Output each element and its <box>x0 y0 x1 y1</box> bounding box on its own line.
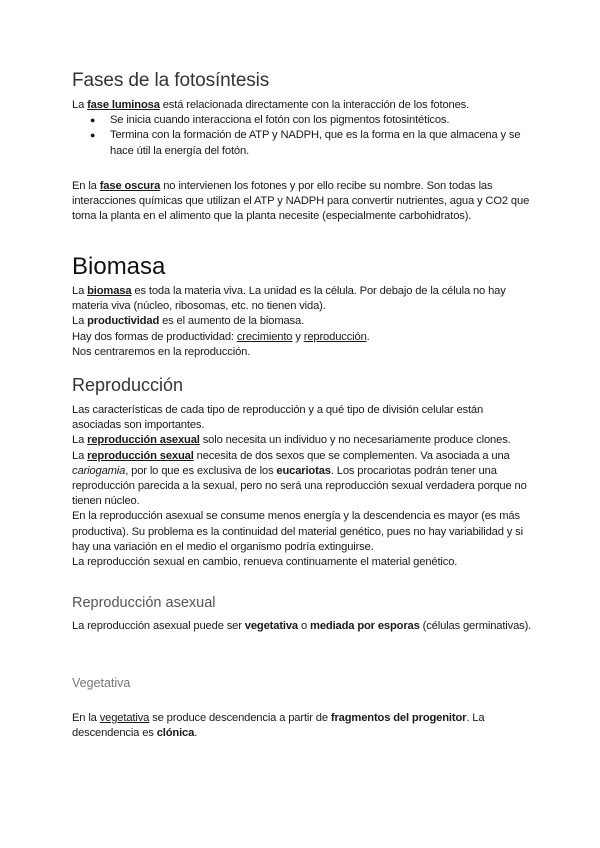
bullet-list <box>72 113 532 159</box>
heading-biomasa: Biomasa <box>72 253 166 280</box>
text: . <box>194 727 198 740</box>
paragraph-repro-sexual <box>72 449 532 510</box>
text: La <box>72 99 88 111</box>
text: . La descendencia es <box>72 712 485 740</box>
asexual-section <box>72 619 532 634</box>
term-eucariotas: eucariotas <box>276 464 331 477</box>
term-mediada-por-esporas: mediada por esporas <box>310 620 420 632</box>
paragraph-biomasa <box>72 284 532 314</box>
biomasa-section <box>72 284 532 360</box>
term-fragmentos-progenitor: fragmentos del progenitor <box>330 712 467 724</box>
paragraph-repro-asexual <box>72 433 532 448</box>
paragraph-sexual-renueva: La reproducción sexual en cambio, renueva continuamente el material genético. <box>72 556 458 569</box>
text: y <box>292 330 304 343</box>
term-vegetativa: vegetativa <box>244 620 299 632</box>
text: En la <box>72 712 100 724</box>
bullet-item: ● Termina con la formación de ATP y NADPH, que es la forma en la que almacena y se hace útil la energía del fotón. <box>110 128 532 158</box>
text: solo necesita un individuo y no necesariamente produce clones. <box>199 434 511 447</box>
text: . Los procariotas podrán tener una reproducción parecida a la sexual, pero no será una reproducción sexual verdadera porque no tienen núcleo. <box>72 464 527 508</box>
paragraph-caracteristicas: Las características de cada tipo de reproducción y a qué tipo de división celular están asociadas son importantes. <box>72 404 484 432</box>
paragraph-tipos-asexual <box>72 619 532 634</box>
bullet-item: ● Se inicia cuando interacciona el fotón con los pigmentos fotosintéticos. <box>110 113 532 128</box>
text: La reproducción asexual puede ser <box>72 620 245 632</box>
heading-reproduccion: Reproducción <box>72 375 184 395</box>
term-fase-oscura: fase oscura <box>99 179 161 192</box>
term-clonica: clónica <box>156 727 195 740</box>
text: o <box>298 620 311 632</box>
text: no intervienen los fotones y por ello recibe su nombre. Son todas las interacciones químicas que utilizan el ATP y NADPH para convertir nutrientes, agua y CO2 que toma la planta en el alimento que la planta necesite (especialmente carbohidratos). <box>72 179 530 223</box>
link-reproduccion[interactable]: reproducción <box>303 330 367 343</box>
paragraph-formas-productividad <box>72 330 532 345</box>
text: necesita de dos sexos que se complementen. Va asociada a una <box>193 449 510 462</box>
link-vegetativa[interactable]: vegetativa <box>99 712 150 724</box>
vegetativa-section <box>72 711 532 741</box>
text: La <box>72 285 88 297</box>
term-fase-luminosa: fase luminosa <box>87 99 160 111</box>
paragraph-fase-oscura <box>72 179 532 225</box>
reproduccion-section <box>72 403 532 570</box>
paragraph-productividad <box>72 314 532 329</box>
text: La <box>72 449 88 462</box>
term-productividad: productividad <box>87 315 160 328</box>
text: se produce descendencia a partir de <box>149 712 331 724</box>
term-reproduccion-sexual: reproducción sexual <box>87 449 194 462</box>
paragraph-centraremos: Nos centraremos en la reproducción. <box>72 345 251 358</box>
heading-vegetativa: Vegetativa <box>72 676 131 690</box>
text: La <box>72 315 88 328</box>
text: . <box>366 330 370 343</box>
fotosintesis-section <box>72 98 532 224</box>
term-cariogamia: cariogamia <box>72 464 126 477</box>
link-crecimiento[interactable]: crecimiento <box>236 330 293 343</box>
paragraph-comparacion: En la reproducción asexual se consume menos energía y la descendencia es mayor (es más productiva). Su problema es la continuidad del material genético, pues no hay variabilidad y si hay una variación en el medio el organismo podría extinguirse. <box>72 510 523 553</box>
term-reproduccion-asexual: reproducción asexual <box>87 434 200 447</box>
term-biomasa: biomasa <box>87 285 132 297</box>
text: En la <box>72 179 100 192</box>
heading-reproduccion-asexual: Reproducción asexual <box>72 595 216 611</box>
paragraph-vegetativa <box>72 711 532 741</box>
text: , por lo que es exclusiva de los <box>125 464 277 477</box>
paragraph-fase-luminosa <box>72 98 532 113</box>
text: es el aumento de la biomasa. <box>159 315 305 328</box>
text: (células germinativas). <box>419 620 532 632</box>
text: La <box>72 434 88 447</box>
text: está relacionada directamente con la interacción de los fotones. <box>159 99 470 111</box>
text: es toda la materia viva. La unidad es la célula. Por debajo de la célula no hay materia viva (núcleo, ribosomas, etc. no tienen vida). <box>72 285 506 313</box>
heading-fases-fotosintesis: Fases de la fotosíntesis <box>72 70 270 91</box>
text: Hay dos formas de productividad: <box>72 330 237 343</box>
